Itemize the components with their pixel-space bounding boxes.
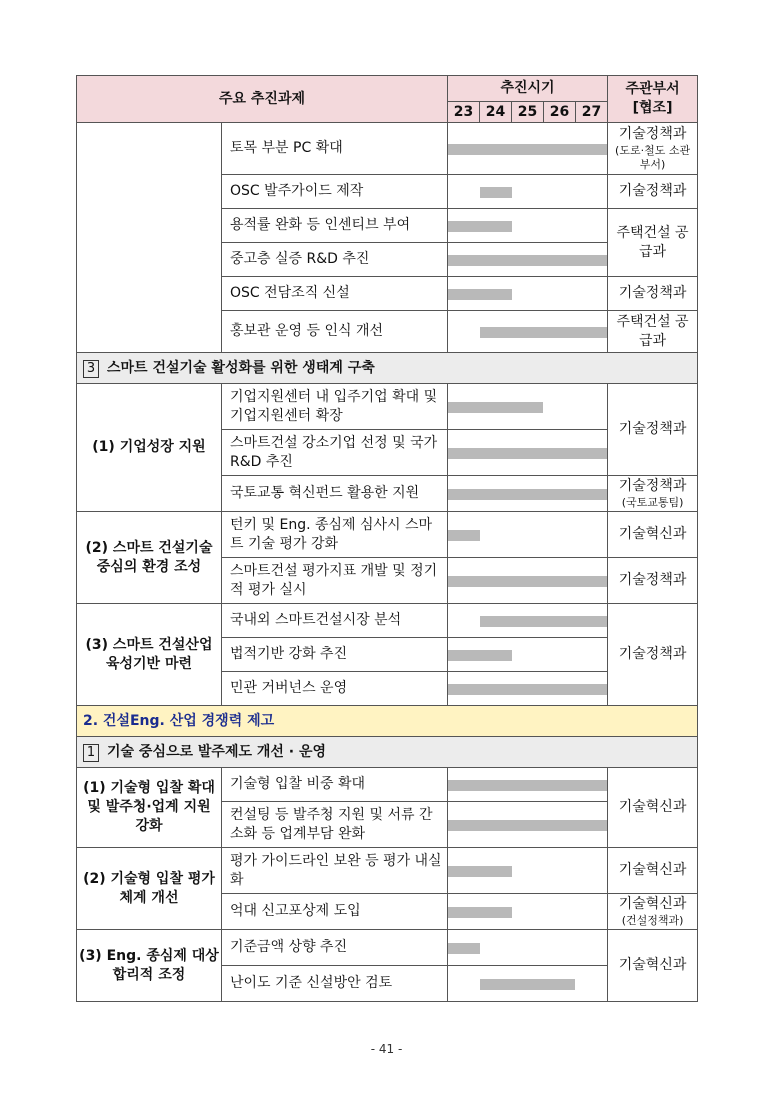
- task-cell: OSC 전담조직 신설: [222, 277, 448, 311]
- gantt-cell: [448, 243, 608, 277]
- schedule-bar: [480, 327, 607, 338]
- schedule-bar: [448, 866, 512, 877]
- task-cell: 억대 신고포상제 도입: [222, 894, 448, 930]
- dept-column-header: [608, 76, 698, 123]
- schedule-bar: [448, 289, 512, 300]
- dept-cell: 기술정책과: [608, 277, 698, 311]
- task-cell: 토목 부분 PC 확대: [222, 123, 448, 175]
- dept-sub: (도로·철도 소관부서): [615, 144, 691, 171]
- section-heading: [77, 737, 698, 768]
- schedule-bar: [448, 943, 480, 954]
- schedule-bar: [480, 979, 575, 990]
- year-26: 26: [544, 102, 576, 123]
- section-number-box: 3: [83, 360, 99, 378]
- schedule-bar: [448, 489, 607, 500]
- schedule-bar: [448, 780, 607, 791]
- dept-header-sub: [협조]: [632, 100, 673, 116]
- period-column-header: 추진시기: [448, 76, 608, 102]
- dept-cell: 기술혁신과: [608, 768, 698, 848]
- schedule-bar: [448, 144, 607, 155]
- category-cell: (2) 스마트 건설기술 중심의 환경 조성: [77, 512, 222, 604]
- section-title: 스마트 건설기술 활성화를 위한 생태계 구축: [107, 359, 375, 376]
- task-cell: 용적률 완화 등 인센티브 부여: [222, 209, 448, 243]
- gantt-cell: [448, 123, 608, 175]
- gantt-cell: [448, 311, 608, 353]
- dept-name: 기술정책과: [618, 126, 687, 142]
- gantt-cell: [448, 672, 608, 706]
- dept-cell: [608, 123, 698, 175]
- gantt-cell: [448, 966, 608, 1002]
- dept-cell: 기술정책과: [608, 384, 698, 476]
- dept-cell: 기술정책과: [608, 604, 698, 706]
- task-cell: 기준금액 상향 추진: [222, 930, 448, 966]
- schedule-bar: [448, 820, 607, 831]
- section-title: 기술 중심으로 발주제도 개선 · 운영: [107, 743, 327, 760]
- category-cell: (2) 기술형 입찰 평가체계 개선: [77, 848, 222, 930]
- schedule-bar: [448, 402, 543, 413]
- schedule-bar: [480, 187, 512, 198]
- gantt-cell: [448, 430, 608, 476]
- task-cell: 홍보관 운영 등 인식 개선: [222, 311, 448, 353]
- section-number-box: 1: [83, 744, 99, 762]
- category-cell: (3) 스마트 건설산업 육성기반 마련: [77, 604, 222, 706]
- schedule-bar: [448, 255, 607, 266]
- task-cell: 국토교통 혁신펀드 활용한 지원: [222, 476, 448, 512]
- schedule-bar: [448, 650, 512, 661]
- task-cell: 기술형 입찰 비중 확대: [222, 768, 448, 802]
- part-heading: 2. 건설Eng. 산업 경쟁력 제고: [77, 706, 698, 737]
- task-column-header: 주요 추진과제: [77, 76, 448, 123]
- gantt-cell: [448, 930, 608, 966]
- task-cell: 기업지원센터 내 입주기업 확대 및 기업지원센터 확장: [222, 384, 448, 430]
- year-23: 23: [448, 102, 480, 123]
- gantt-cell: [448, 209, 608, 243]
- gantt-cell: [448, 512, 608, 558]
- schedule-bar: [448, 907, 512, 918]
- task-cell: 법적기반 강화 추진: [222, 638, 448, 672]
- schedule-bar: [448, 448, 607, 459]
- page-number: - 41 -: [370, 1042, 403, 1056]
- gantt-cell: [448, 848, 608, 894]
- schedule-bar: [448, 684, 607, 695]
- dept-cell: 기술정책과: [608, 175, 698, 209]
- gantt-cell: [448, 802, 608, 848]
- gantt-cell: [448, 894, 608, 930]
- continued-category-cell: [77, 123, 222, 353]
- dept-sub: (건설정책과): [621, 914, 684, 927]
- task-cell: 컨설팅 등 발주청 지원 및 서류 간소화 등 업계부담 완화: [222, 802, 448, 848]
- gantt-cell: [448, 476, 608, 512]
- task-cell: OSC 발주가이드 제작: [222, 175, 448, 209]
- gantt-cell: [448, 768, 608, 802]
- gantt-cell: [448, 384, 608, 430]
- task-cell: 국내외 스마트건설시장 분석: [222, 604, 448, 638]
- dept-cell: 기술정책과: [608, 558, 698, 604]
- category-cell: (1) 기업성장 지원: [77, 384, 222, 512]
- gantt-cell: [448, 604, 608, 638]
- task-cell: 난이도 기준 신설방안 검토: [222, 966, 448, 1002]
- section-heading: [77, 353, 698, 384]
- task-cell: 중고층 실증 R&D 추진: [222, 243, 448, 277]
- dept-cell: 기술혁신과: [608, 512, 698, 558]
- task-cell: 스마트건설 평가지표 개발 및 정기적 평가 실시: [222, 558, 448, 604]
- schedule-bar: [448, 530, 480, 541]
- dept-name: 기술정책과: [618, 478, 687, 494]
- dept-cell: 기술혁신과: [608, 930, 698, 1002]
- year-27: 27: [576, 102, 608, 123]
- task-cell: 평가 가이드라인 보완 등 평가 내실화: [222, 848, 448, 894]
- task-cell: 민관 거버넌스 운영: [222, 672, 448, 706]
- dept-cell: 주택건설 공급과: [608, 311, 698, 353]
- schedule-bar: [448, 576, 607, 587]
- gantt-cell: [448, 638, 608, 672]
- schedule-bar: [480, 616, 607, 627]
- dept-cell: 주택건설 공급과: [608, 209, 698, 277]
- gantt-cell: [448, 175, 608, 209]
- task-cell: 스마트건설 강소기업 선정 및 국가 R&D 추진: [222, 430, 448, 476]
- dept-cell: 기술혁신과: [608, 848, 698, 894]
- dept-cell: [608, 476, 698, 512]
- task-cell: 턴키 및 Eng. 종심제 심사시 스마트 기술 평가 강화: [222, 512, 448, 558]
- implementation-schedule-table: [76, 75, 698, 1002]
- category-cell: (3) Eng. 종심제 대상 합리적 조정: [77, 930, 222, 1002]
- category-cell: (1) 기술형 입찰 확대 및 발주청·업계 지원 강화: [77, 768, 222, 848]
- dept-cell: [608, 894, 698, 930]
- gantt-cell: [448, 558, 608, 604]
- schedule-bar: [448, 221, 512, 232]
- year-24: 24: [480, 102, 512, 123]
- dept-name: 기술혁신과: [618, 896, 687, 912]
- dept-header-title: 주관부서: [625, 81, 680, 97]
- year-25: 25: [512, 102, 544, 123]
- dept-sub: (국토교통팀): [621, 496, 684, 509]
- gantt-cell: [448, 277, 608, 311]
